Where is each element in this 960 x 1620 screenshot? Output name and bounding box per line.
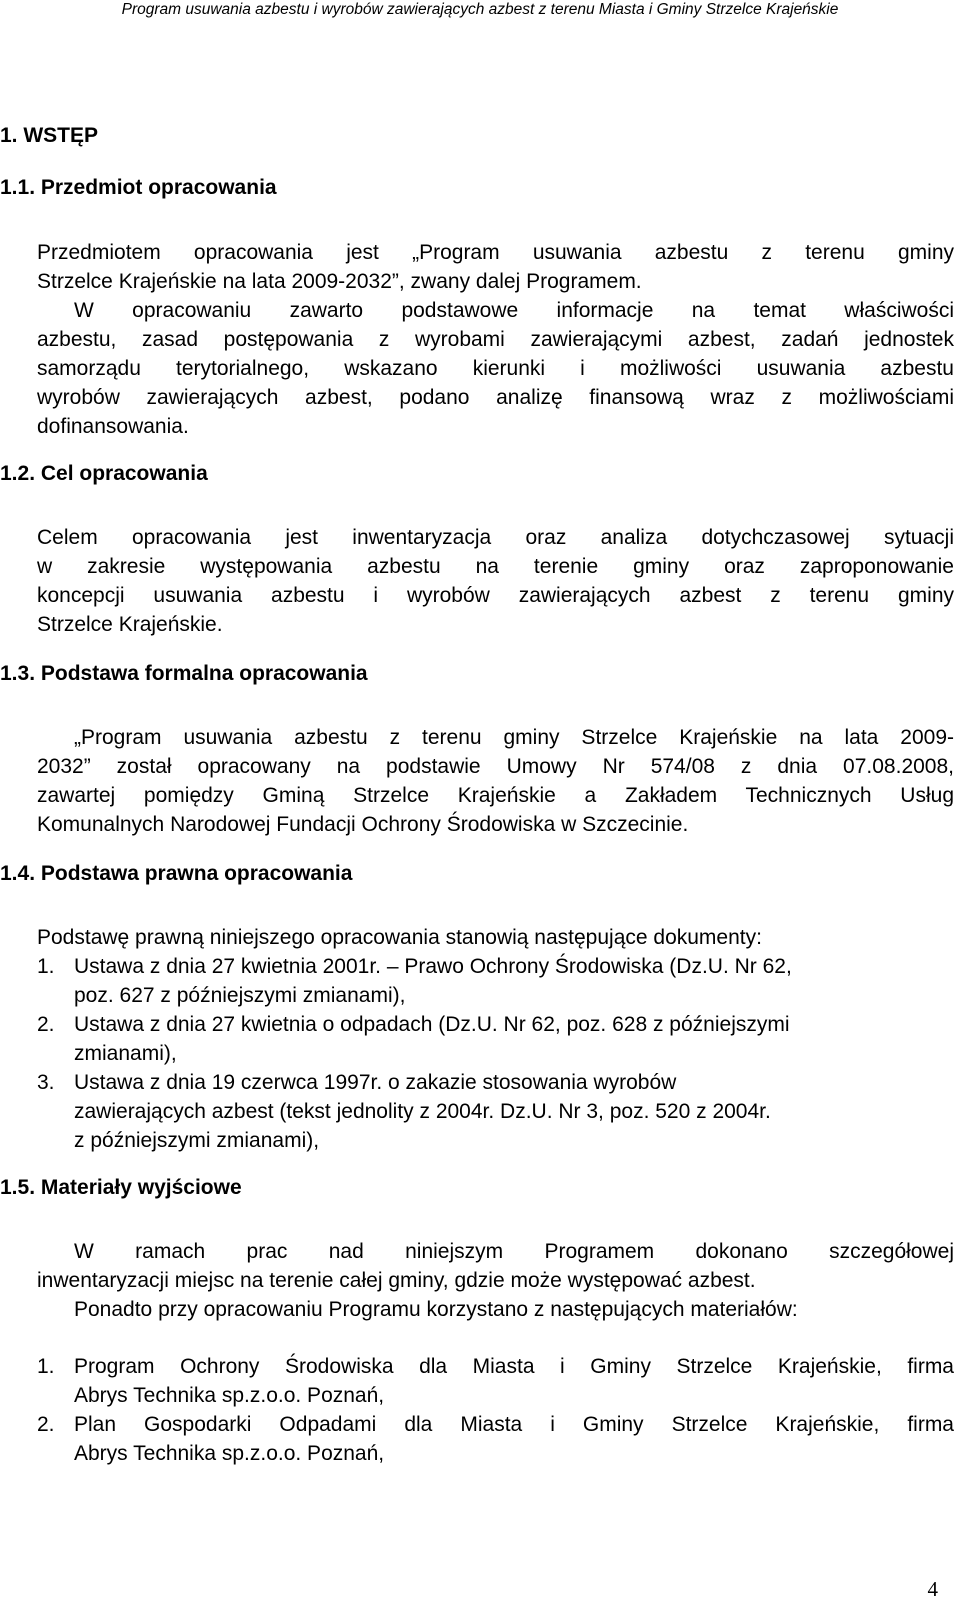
text-line: Ustawa z dnia 19 czerwca 1997r. o zakazie stosowania wyrobów <box>74 1071 677 1094</box>
paragraph-1-2 <box>37 523 954 639</box>
paragraph-1-5 <box>37 1237 954 1324</box>
text-line: w zakresie występowania azbestu na terenie gminy oraz zaproponowanie <box>37 555 954 578</box>
text-line: W ramach prac nad niniejszym Programem dokonano szczegółowej <box>74 1240 954 1263</box>
text-line: W opracowaniu zawarto podstawowe informacje na temat właściwości <box>74 299 954 322</box>
text-line: Celem opracowania jest inwentaryzacja oraz analiza dotychczasowej sytuacji <box>37 526 954 549</box>
text-line: Ustawa z dnia 27 kwietnia o odpadach (Dz.U. Nr 62, poz. 628 z późniejszymi <box>74 1013 790 1036</box>
materials-list <box>37 1352 954 1468</box>
text-line: z późniejszymi zmianami), <box>74 1129 320 1152</box>
text-line: zawierających azbest (tekst jednolity z 2004r. Dz.U. Nr 3, poz. 520 z 2004r. <box>74 1100 771 1123</box>
text-line: azbestu, zasad postępowania z wyrobami zawierającymi azbest, zadań jednostek <box>37 328 954 351</box>
text-line: zmianami), <box>74 1042 177 1065</box>
list-item <box>37 1010 954 1068</box>
section-title-1-4: 1.4. Podstawa prawna opracowania <box>0 862 353 885</box>
text-line: Strzelce Krajeńskie. <box>37 613 223 636</box>
text-line: Plan Gospodarki Odpadami dla Miasta i Gminy Strzelce Krajeńskie, firma <box>74 1413 954 1436</box>
list-item <box>37 1410 954 1468</box>
text-line: „Program usuwania azbestu z terenu gminy Strzelce Krajeńskie na lata 2009- <box>74 726 954 749</box>
list-number: 2. <box>37 1013 55 1036</box>
text-line: samorządu terytorialnego, wskazano kierunki i możliwości usuwania azbestu <box>37 357 954 380</box>
text-line: Abrys Technika sp.z.o.o. Poznań, <box>74 1384 385 1407</box>
list-number: 2. <box>37 1413 55 1436</box>
list-number: 1. <box>37 1355 55 1378</box>
list-number: 1. <box>37 955 55 978</box>
list-number: 3. <box>37 1071 55 1094</box>
page-number: 4 <box>927 1577 938 1601</box>
section-title-1-3: 1.3. Podstawa formalna opracowania <box>0 662 368 685</box>
text-line: Ponadto przy opracowaniu Programu korzystano z następujących materiałów: <box>74 1298 798 1321</box>
text-line: Abrys Technika sp.z.o.o. Poznań, <box>74 1442 385 1465</box>
paragraph-1-1 <box>37 238 954 441</box>
paragraph-1-3 <box>37 723 954 839</box>
text-line: poz. 627 z późniejszymi zmianami), <box>74 984 406 1007</box>
text-line: inwentaryzacji miejsc na terenie całej gminy, gdzie może występować azbest. <box>37 1269 756 1292</box>
list-item <box>37 952 954 1010</box>
text-line: Strzelce Krajeńskie na lata 2009-2032”, zwany dalej Programem. <box>37 270 642 293</box>
running-header: Program usuwania azbestu i wyrobów zawierających azbest z terenu Miasta i Gminy Strzelce Krajeńskie <box>121 1 839 18</box>
list-item <box>37 1352 954 1410</box>
section-title-wstep: 1. WSTĘP <box>0 124 99 147</box>
text-line: Komunalnych Narodowej Fundacji Ochrony Środowiska w Szczecinie. <box>37 813 689 836</box>
section-title-1-5: 1.5. Materiały wyjściowe <box>0 1176 242 1199</box>
text-line: koncepcji usuwania azbestu i wyrobów zawierających azbest z terenu gminy <box>37 584 954 607</box>
text-line: Przedmiotem opracowania jest „Program usuwania azbestu z terenu gminy <box>37 241 954 264</box>
text-line: Ustawa z dnia 27 kwietnia 2001r. – Prawo Ochrony Środowiska (Dz.U. Nr 62, <box>74 955 792 978</box>
section-title-1-2: 1.2. Cel opracowania <box>0 462 208 485</box>
list-item <box>37 1068 954 1155</box>
paragraph-1-4-intro: Podstawę prawną niniejszego opracowania stanowią następujące dokumenty: <box>37 926 762 949</box>
text-line: wyrobów zawierających azbest, podano analizę finansową wraz z możliwościami <box>37 386 954 409</box>
text-line: zawartej pomiędzy Gminą Strzelce Krajeńskie a Zakładem Technicznych Usług <box>37 784 954 807</box>
text-line: dofinansowania. <box>37 415 189 438</box>
text-line: 2032” został opracowany na podstawie Umowy Nr 574/08 z dnia 07.08.2008, <box>37 755 954 778</box>
legal-basis-list <box>37 952 954 1155</box>
section-title-1-1: 1.1. Przedmiot opracowania <box>0 176 277 199</box>
text-line: Program Ochrony Środowiska dla Miasta i Gminy Strzelce Krajeńskie, firma <box>74 1355 954 1378</box>
